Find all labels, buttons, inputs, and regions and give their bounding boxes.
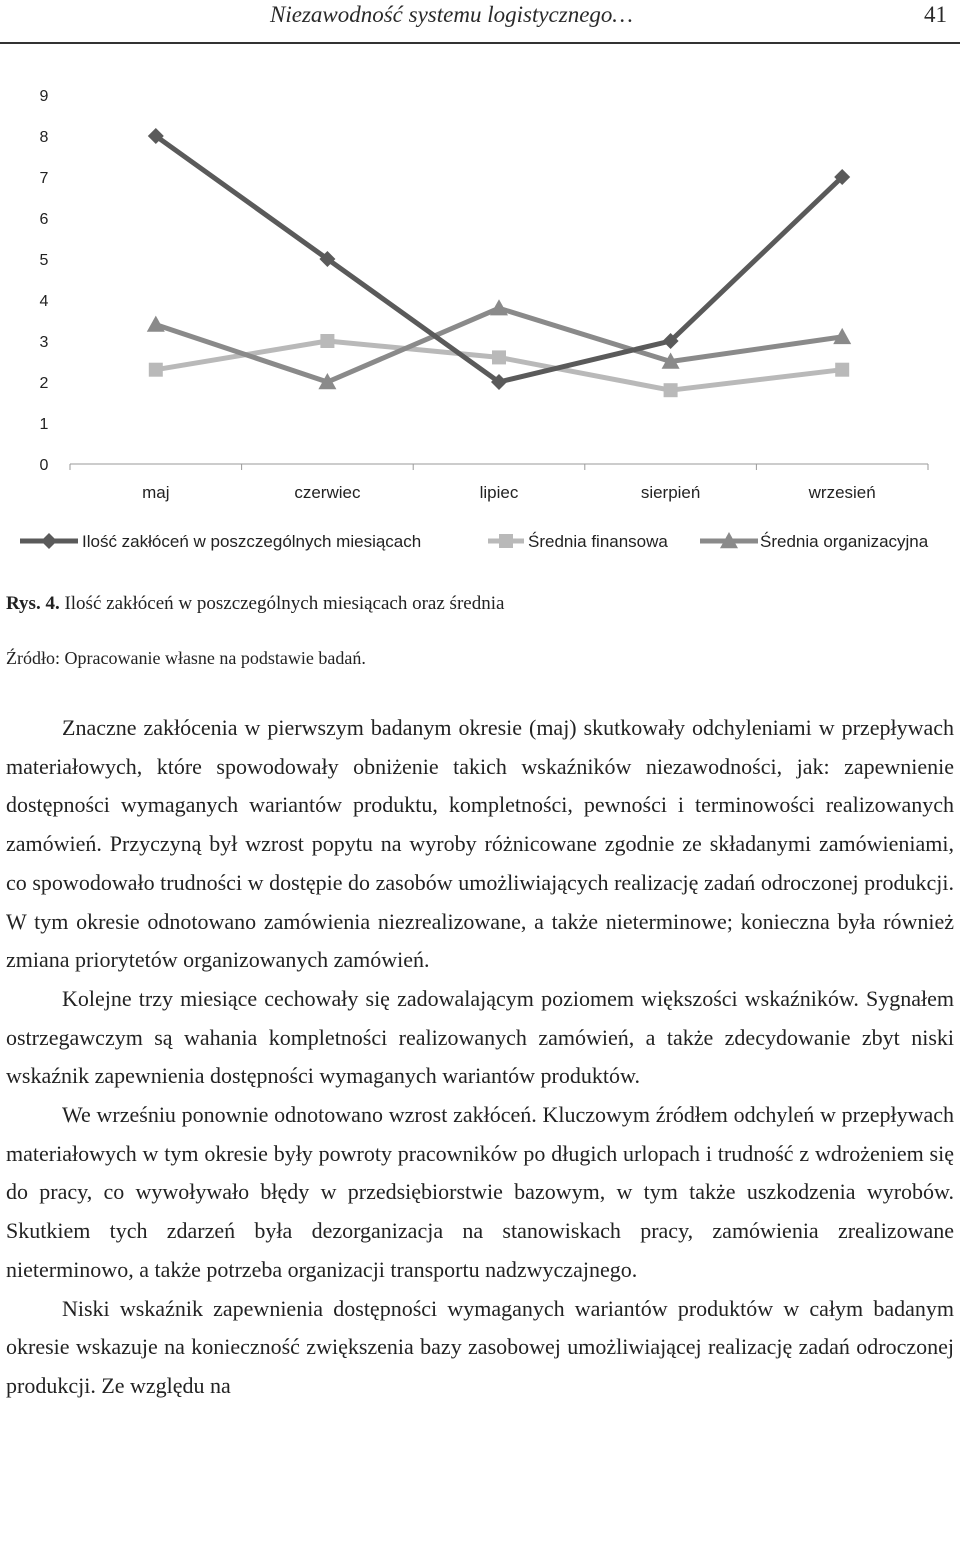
data-point <box>320 334 334 348</box>
page-number: 41 <box>924 2 947 27</box>
x-tick-label: lipiec <box>479 483 519 502</box>
paragraph: We wrześniu ponownie odnotowano wzrost zakłóceń. Kluczowym źródłem odchyleń w przepływach materiałowych w tym okresie były powroty pracowników po długich urlopach i trudność z wdrożeniem się do pracy, co wywoływało błędy w przedsiębiorstwie bazowym, w tym także uszkodzenia wyrobów. Skutkiem tych zdarzeń była dezorganizacja na stanowiskach pracy, zamówienia zrealizowane nieterminowo, a także potrzeba organizacji transportu nadzwyczajnego. <box>6 1102 954 1282</box>
running-header <box>0 0 960 44</box>
x-tick-label: wrzesień <box>808 483 876 502</box>
y-tick-label: 2 <box>39 375 49 392</box>
body-text <box>6 709 954 1406</box>
series-line <box>156 308 842 382</box>
data-point <box>490 299 508 315</box>
header-rule <box>0 42 960 44</box>
paragraph: Kolejne trzy miesiące cechowały się zadowalającym poziomem większości wskaźników. Sygnałem ostrzegawczym są wahania kompletności realizowanych zamówień, a także zdecydowanie zbyt niski wskaźnik zapewnienia dostępności wymaganych wariantów produktów. <box>6 985 954 1089</box>
figure-number: Rys. 4. <box>6 593 60 614</box>
legend-label: Średnia organizacyjna <box>760 532 929 551</box>
paragraph: Niski wskaźnik zapewnienia dostępności wymaganych wariantów produktów w całym badanym okresie wskazuje na konieczność zwiększenia bazy zasobowej umożliwiającej realizację zadań odroczonej produkcji. Ze względu na <box>6 1295 954 1398</box>
data-point <box>664 383 678 397</box>
line-chart <box>0 60 960 570</box>
y-tick-label: 3 <box>39 334 49 351</box>
figure-caption-text: Ilość zakłóceń w poszczególnych miesiącach oraz średnia <box>64 593 505 614</box>
figure-source: Źródło: Opracowanie własne na podstawie badań. <box>6 648 366 668</box>
series-line <box>156 136 842 382</box>
x-tick-label: czerwiec <box>294 483 361 502</box>
x-tick-label: maj <box>142 483 170 502</box>
x-tick-label: sierpień <box>640 483 701 502</box>
running-title: Niezawodność systemu logistycznego… <box>270 2 633 27</box>
data-point <box>492 350 506 364</box>
y-tick-label: 0 <box>39 457 49 474</box>
data-point <box>835 363 849 377</box>
chart-svg <box>0 60 960 570</box>
data-point <box>149 363 163 377</box>
legend-marker <box>41 533 57 549</box>
legend-marker <box>499 534 513 548</box>
data-point <box>147 316 165 332</box>
paragraph: Znaczne zakłócenia w pierwszym badanym okresie (maj) skutkowały odchyleniami w przepływach materiałowych, które spowodowały obniżenie takich wskaźników niezawodności, jak: zapewnienie dostępności wymaganych wariantów produktu, kompletności, pewności i terminowości realizowanych zamówień. Przyczyną był wzrost popytu na wyroby różnicowane zgodnie ze składanymi zamówieniami, co spowodowało trudności w dostępie do zasobów umożliwiających realizację zadań odroczonej produkcji. W tym okresie odnotowano zamówienia niezrealizowane, a także nieterminowe; konieczna była również zmiana priorytetów organizowanych zamówień. <box>6 715 954 973</box>
y-tick-label: 1 <box>39 416 49 433</box>
y-tick-label: 4 <box>39 293 49 310</box>
y-tick-label: 7 <box>39 170 49 187</box>
y-tick-label: 5 <box>39 252 49 269</box>
figure-caption <box>6 593 504 615</box>
y-tick-label: 8 <box>39 129 49 146</box>
legend-label: Ilość zakłóceń w poszczególnych miesiącach <box>82 532 422 551</box>
y-tick-label: 9 <box>39 88 49 105</box>
y-tick-label: 6 <box>39 211 49 228</box>
legend-label: Średnia finansowa <box>528 532 668 551</box>
